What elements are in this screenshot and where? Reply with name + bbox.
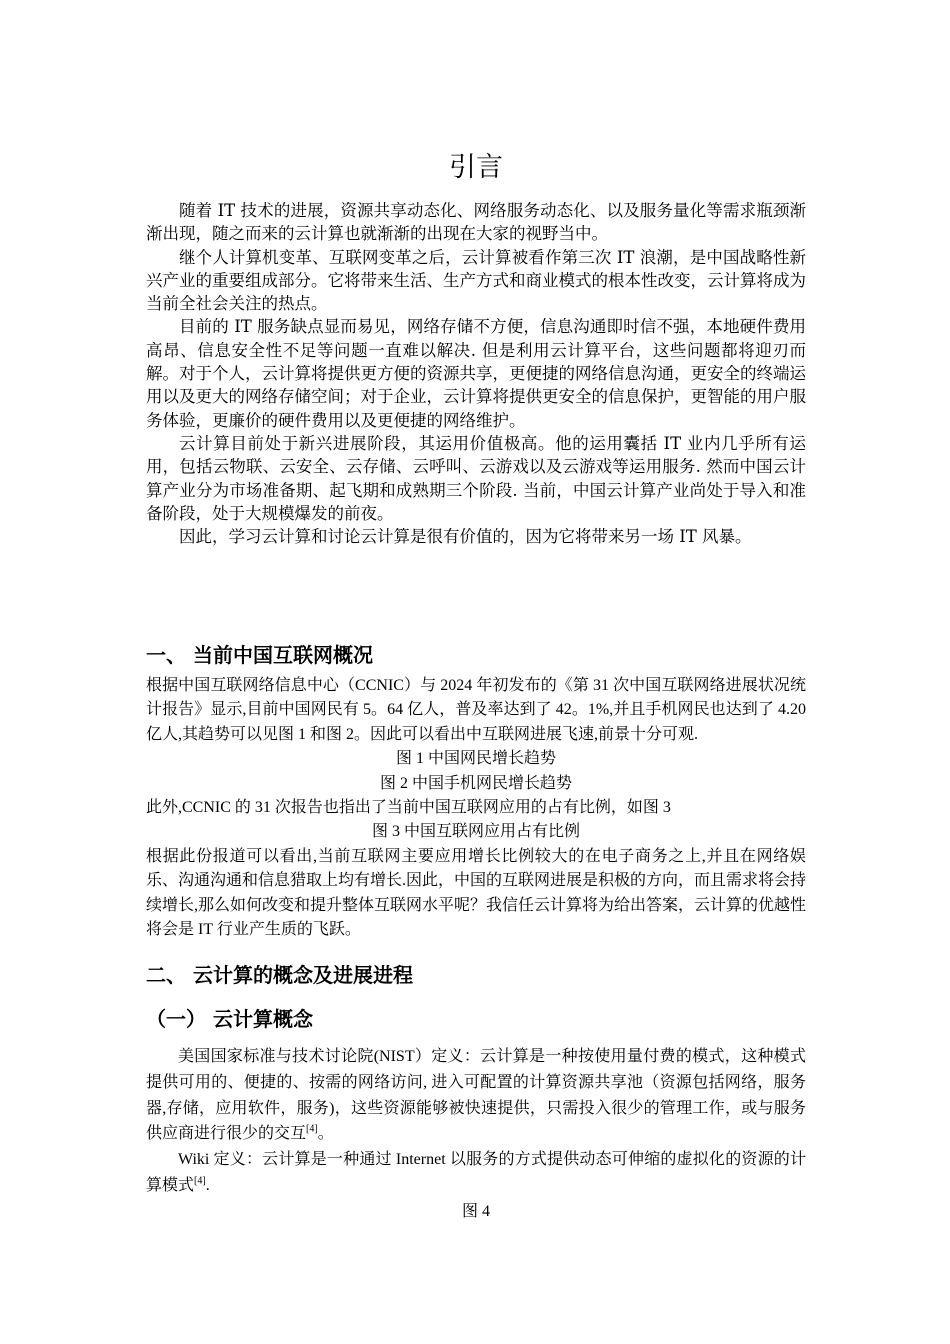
section1-body bbox=[146, 674, 806, 942]
section2-body bbox=[146, 1044, 806, 1225]
section2-subheading: （一） 云计算概念 bbox=[146, 1007, 313, 1031]
figure4-caption: 图 4 bbox=[461, 1202, 490, 1220]
figure1-caption: 图 1 中国网民增长趋势 bbox=[395, 750, 556, 768]
section1-paragraph: 根据此份报道可以看出,当前互联网主要应用增长比例较大的在电子商务之上,并且在网络娱乐、沟通沟通和信息猎取上均有增长.因此，中国的互联网进展是积极的方向，而且需求将会持续增长,那么如何改变和提升整体互联网水平呢？我信任云计算将为给出答案，云计算的优越性将会是 IT 行业产生质的飞跃。 bbox=[146, 847, 807, 939]
figure3-caption: 图 3 中国互联网应用占有比例 bbox=[371, 823, 580, 841]
section1-heading: 一、 当前中国互联网概况 bbox=[146, 643, 373, 667]
section2-paragraph bbox=[146, 1147, 806, 1199]
intro-section bbox=[146, 199, 806, 548]
intro-paragraph: 继个人计算机变革、互联网变革之后，云计算被看作第三次 IT 浪潮，是中国战略性新兴产业的重要组成部分。它将带来生活、生产方式和商业模式的根本性改变，云计算将成为当前全社会关注的热点。 bbox=[146, 247, 806, 314]
reference-marker: [4] bbox=[194, 1175, 206, 1187]
intro-paragraph: 目前的 IT 服务缺点显而易见，网络存储不方便，信息沟通即时信不强，本地硬件费用高昂、信息安全性不足等问题一直难以解决. 但是利用云计算平台，这些问题都将迎刃而解。对于个人，云计算将提供更方便的资源共享，更便捷的网络信息沟通，更安全的终端运用以及更大的网络存储空间；对于企业，云计算将提供更安全的信息保护，更智能的用户服务体验，更廉价的硬件费用以及更便捷的网络维护。 bbox=[146, 317, 806, 430]
figure2-caption: 图 2 中国手机网民增长趋势 bbox=[379, 774, 572, 792]
intro-paragraph: 因此，学习云计算和讨论云计算是很有价值的，因为它将带来另一场 IT 风暴。 bbox=[179, 527, 752, 547]
nist-definition-text: 美国国家标准与技术讨论院(NIST）定义：云计算是一种按使用量付费的模式，这种模式提供可用的、便捷的、按需的网络访问, 进入可配置的计算资源共享池（资源包括网络，服务器,存储，应用软件，服务)，这些资源能够被快速提供，只需投入很少的管理工作，或与服务供应商进行很少的交互 bbox=[146, 1048, 806, 1143]
section2-paragraph bbox=[146, 1044, 806, 1147]
intro-paragraph: 随着 IT 技术的进展，资源共享动态化、网络服务动态化、以及服务量化等需求瓶颈渐渐出现，随之而来的云计算也就渐渐的出现在大家的视野当中。 bbox=[146, 201, 806, 244]
section2-heading: 二、 云计算的概念及进展进程 bbox=[146, 963, 413, 987]
reference-marker: [4] bbox=[306, 1124, 318, 1136]
section1-paragraph: 根据中国互联网络信息中心（CCNIC）与 2024 年初发布的《第 31 次中国互联网络进展状况统计报告》显示,目前中国网民有 5。64 亿人，普及率达到了 42。1%,并且手机网民也达到了 4.20 亿人,其趋势可以见图 1 和图 2。因此可以看出中互联网进展飞速,前景十分可观. bbox=[146, 677, 806, 743]
section1-paragraph: 此外,CCNIC 的 31 次报告也指出了当前中国互联网应用的占有比例，如图 3 bbox=[146, 799, 671, 817]
punctuation: 。 bbox=[317, 1125, 334, 1143]
wiki-definition-text: Wiki 定义：云计算是一种通过 Internet 以服务的方式提供动态可伸缩的虚拟化的资源的计算模式 bbox=[146, 1151, 806, 1194]
punctuation: . bbox=[205, 1176, 210, 1194]
page-title: 引言 bbox=[449, 152, 503, 183]
intro-paragraph: 云计算目前处于新兴进展阶段，其运用价值极高。他的运用囊括 IT 业内几乎所有运用，包括云物联、云安全、云存储、云呼叫、云游戏以及云游戏等运用服务. 然而中国云计算产业分为市场准备期、起飞期和成熟期三个阶段. 当前，中国云计算产业尚处于导入和准备阶段，处于大规模爆发的前夜。 bbox=[146, 433, 806, 523]
